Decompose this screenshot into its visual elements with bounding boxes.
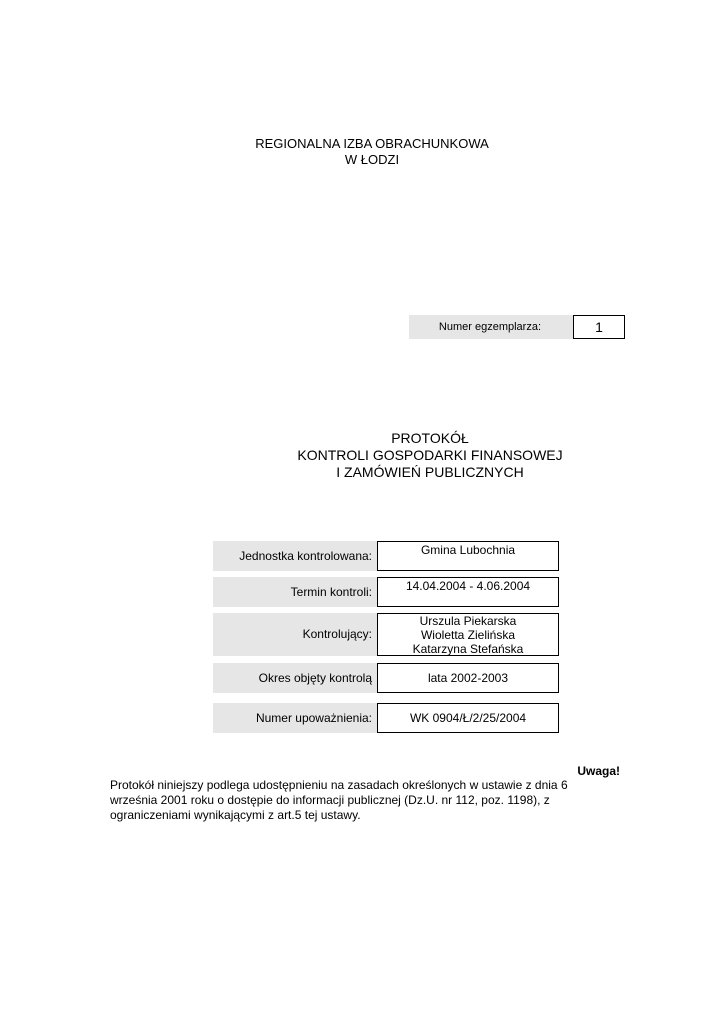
field-inspectors [213, 613, 559, 656]
note-heading: Uwaga! [577, 764, 620, 778]
field-period-value: lata 2002-2003 [377, 663, 559, 693]
field-period [213, 663, 559, 693]
field-term-value: 14.04.2004 - 4.06.2004 [377, 577, 559, 607]
copy-number-row [409, 315, 625, 339]
issuer-city: W ŁODZI [344, 152, 400, 167]
field-unit [213, 541, 559, 571]
copy-number-label: Numer egzemplarza: [438, 321, 541, 333]
inspector-name: Katarzyna Stefańska [412, 642, 524, 656]
issuer-name: REGIONALNA IZBA OBRACHUNKOWA [255, 136, 489, 151]
title-line-2: KONTROLI GOSPODARKI FINANSOWEJ [297, 447, 563, 463]
note-line-1: Protokół niniejszy podlega udostępnieniu na zasadach określonych w ustawie z dnia 6 [110, 778, 568, 792]
inspector-name: Wioletta Zielińska [420, 628, 516, 642]
title-line-3: I ZAMÓWIEŃ PUBLICZNYCH [336, 464, 524, 480]
note-line-2: września 2001 roku o dostępie do informacji publicznej (Dz.U. nr 112, poz. 1198), z [110, 793, 550, 807]
field-term-label: Termin kontroli: [213, 577, 377, 607]
document-title [280, 430, 580, 481]
inspector-name: Urszula Piekarska [419, 614, 517, 628]
field-unit-label: Jednostka kontrolowana: [213, 541, 377, 571]
field-authorization-value: WK 0904/Ł/2/25/2004 [377, 703, 559, 733]
field-unit-value: Gmina Lubochnia [377, 541, 559, 571]
note-line-3: ograniczeniami wynikającymi z art.5 tej ustawy. [110, 808, 361, 822]
field-inspectors-value [377, 613, 559, 656]
copy-number-value: 1 [573, 315, 625, 339]
note-body [110, 778, 610, 823]
copy-number-label-box [409, 315, 573, 339]
title-line-1: PROTOKÓŁ [391, 430, 469, 446]
field-term [213, 577, 559, 607]
field-inspectors-label: Kontrolujący: [213, 613, 377, 656]
issuer-header [222, 136, 522, 168]
field-period-label: Okres objęty kontrolą [213, 663, 377, 693]
field-authorization [213, 703, 559, 733]
field-authorization-label: Numer upoważnienia: [213, 703, 377, 733]
